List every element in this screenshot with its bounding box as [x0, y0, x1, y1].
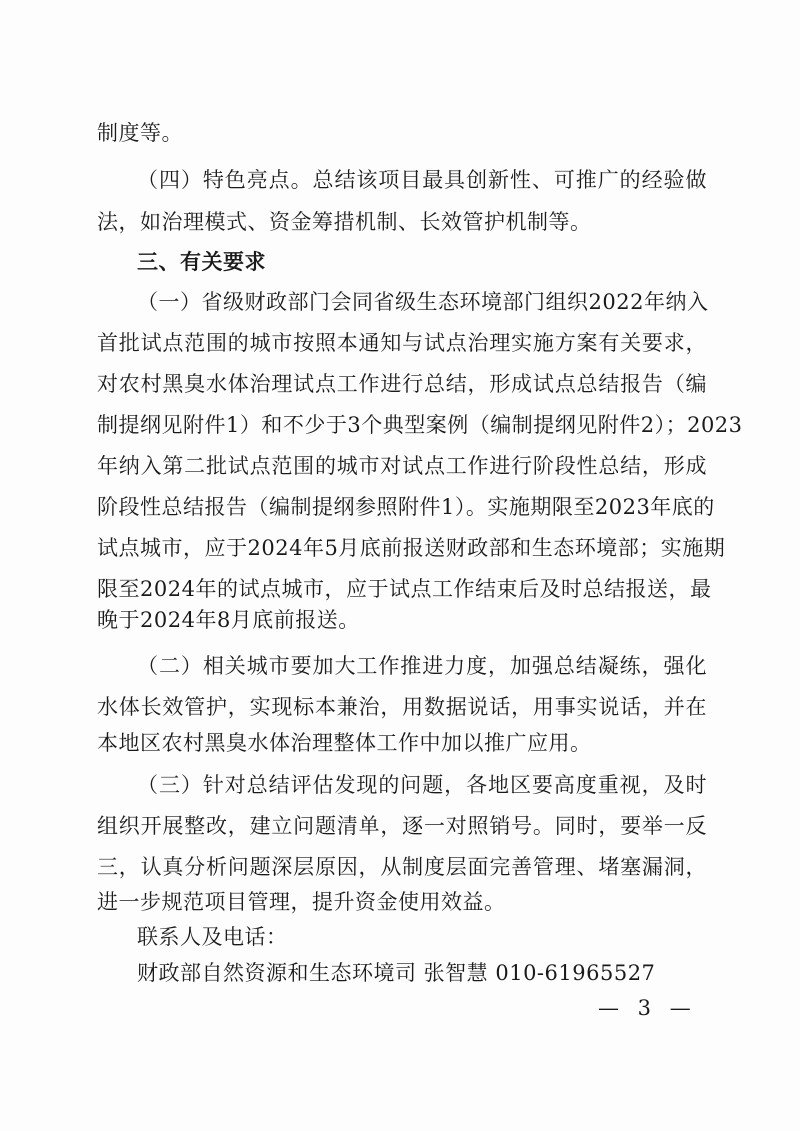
text-line-14: （二）相关城市要加大工作推进力度，加强总结凝练，强化	[137, 654, 707, 678]
text-line-2: （四）特色亮点。总结该项目最具创新性、可推广的经验做	[137, 168, 707, 192]
text-line-6: 首批试点范围的城市按照本通知与试点治理实施方案有关要求，	[97, 331, 707, 355]
text-line-13: 晚于2024年8月底前报送。	[97, 608, 360, 632]
text-line-20: 进一步规范项目管理，提升资金使用效益。	[97, 890, 506, 914]
text-line-17: （三）针对总结评估发现的问题，各地区要高度重视，及时	[137, 773, 707, 797]
text-line-15: 水体长效管护，实现标本兼治，用数据说话，用事实说话，并在	[97, 695, 707, 719]
text-line-8: 制提纲见附件1）和不少于3个典型案例（编制提纲见附件2）；2023	[97, 413, 743, 437]
text-line-16: 本地区农村黑臭水体治理整体工作中加以推广应用。	[97, 731, 592, 755]
text-line-3: 法，如治理模式、资金筹措机制、长效管护机制等。	[97, 210, 592, 234]
section-heading: 三、有关要求	[137, 250, 266, 274]
text-line-5: （一）省级财政部门会同省级生态环境部门组织2022年纳入	[137, 290, 709, 314]
text-line-1: 制度等。	[97, 121, 183, 145]
text-line-12: 限至2024年的试点城市，应于试点工作结束后及时总结报送，最	[97, 577, 712, 601]
contact-info: 财政部自然资源和生态环境司 张智慧 010-61965527	[137, 961, 656, 985]
text-line-11: 试点城市，应于2024年5月底前报送财政部和生态环境部；实施期	[97, 536, 726, 560]
text-line-7: 对农村黑臭水体治理试点工作进行总结，形成试点总结报告（编	[97, 372, 707, 396]
text-line-10: 阶段性总结报告（编制提纲参照附件1）。实施期限至2023年底的	[97, 495, 715, 519]
text-line-9: 年纳入第二批试点范围的城市对试点工作进行阶段性总结，形成	[97, 454, 707, 478]
text-line-18: 组织开展整改，建立问题清单，逐一对照销号。同时，要举一反	[97, 814, 707, 838]
contact-heading: 联系人及电话：	[137, 925, 288, 949]
page-number: — 3 —	[598, 996, 697, 1020]
text-line-19: 三，认真分析问题深层原因，从制度层面完善管理、堵塞漏洞，	[97, 855, 707, 879]
